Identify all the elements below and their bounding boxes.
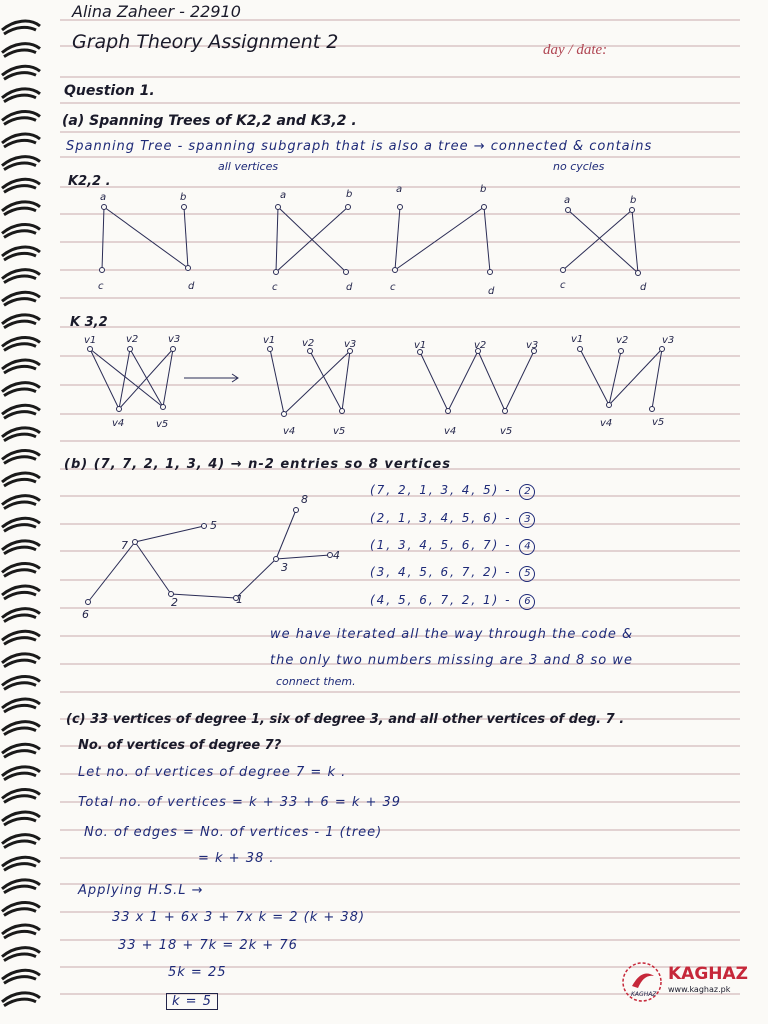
tree-node-1: 1 (236, 593, 243, 606)
k32-g0-v3: v3 (168, 334, 181, 345)
edges-line: No. of edges = No. of vertices - 1 (tree) (84, 825, 383, 840)
definition-note-all-vertices: all vertices (218, 160, 279, 173)
k22-t3-d: d (488, 286, 495, 297)
definition-note-no-cycles: no cycles (553, 160, 605, 173)
prufer-sequence: (7, 2, 1, 3, 4, 5) - (370, 483, 512, 497)
k22-t2-b: b (346, 189, 353, 200)
k32-t1-v2: v2 (302, 338, 315, 349)
k32-t3-v2: v2 (616, 335, 629, 346)
tree-node-6: 6 (82, 608, 89, 621)
equation-line-3: 5k = 25 (168, 965, 227, 980)
k22-t1-b: b (180, 192, 187, 203)
k22-t4-c: c (560, 280, 566, 291)
k22-t4-a: a (564, 195, 571, 206)
removed-leaf-circled: 5 (519, 566, 535, 582)
brand-name: KAGHAZ (668, 964, 748, 984)
k32-t2-v3: v3 (526, 340, 539, 351)
seal-text: KAGHAZ (631, 991, 657, 998)
k32-g0-v4: v4 (112, 418, 125, 429)
tree-node-5: 5 (210, 519, 217, 532)
spanning-tree-definition: Spanning Tree - spanning subgraph that is also a tree → connected & contains (66, 139, 653, 154)
edges-result-line: = k + 38 . (198, 851, 275, 866)
tree-node-8: 8 (301, 493, 308, 506)
part-b-heading: (b) (7, 7, 2, 1, 3, 4) → n-2 entries so 8 vertices (64, 457, 451, 472)
tree-node-2: 2 (171, 596, 178, 609)
prufer-sequence: (1, 3, 4, 5, 6, 7) - (370, 538, 512, 552)
removed-leaf-circled: 4 (519, 539, 535, 555)
k22-t2-c: c (272, 282, 278, 293)
assignment-title: Graph Theory Assignment 2 (72, 31, 339, 53)
brand-url: www.kaghaz.pk (668, 985, 731, 994)
k32-t3-v5: v5 (652, 417, 665, 428)
k22-t1-a: a (100, 192, 107, 203)
tree-node-3: 3 (281, 561, 288, 574)
k32-t2-v4: v4 (444, 426, 457, 437)
k22-t4-d: d (640, 282, 647, 293)
answer-box: k = 5 (166, 993, 218, 1010)
part-c-question: No. of vertices of degree 7? (78, 738, 282, 753)
conclusion-line-3: connect them. (276, 675, 356, 688)
k32-t2-v2: v2 (474, 340, 487, 351)
kaghaz-logo (618, 958, 768, 1008)
k32-t3-v1: v1 (571, 334, 584, 345)
removed-leaf-circled: 2 (519, 484, 535, 500)
equation-line-1: 33 x 1 + 6x 3 + 7x k = 2 (k + 38) (112, 910, 366, 925)
tree-node-4: 4 (333, 549, 340, 562)
prufer-sequence: (2, 1, 3, 4, 5, 6) - (370, 511, 512, 525)
date-label: day / date: (543, 42, 608, 58)
k32-t1-v5: v5 (333, 426, 346, 437)
student-name: Alina Zaheer - 22910 (72, 2, 241, 21)
k22-t1-d: d (188, 281, 195, 292)
tree-node-7: 7 (121, 539, 128, 552)
k32-g0-v5: v5 (156, 419, 169, 430)
k32-t2-v5: v5 (500, 426, 513, 437)
question-label: Question 1. (64, 83, 155, 99)
hsl-line: Applying H.S.L → (78, 883, 204, 898)
k22-t2-d: d (346, 282, 353, 293)
k32-g0-v2: v2 (126, 334, 139, 345)
k22-t1-c: c (98, 281, 104, 292)
k32-t2-v1: v1 (414, 340, 427, 351)
k32-t1-v1: v1 (263, 335, 276, 346)
let-k-line: Let no. of vertices of degree 7 = k . (78, 765, 347, 780)
k22-t3-b: b (480, 184, 487, 195)
k32-t1-v4: v4 (283, 426, 296, 437)
k22-t3-a: a (396, 184, 403, 195)
prufer-sequence: (4, 5, 6, 7, 2, 1) - (370, 593, 512, 607)
part-a-heading: (a) Spanning Trees of K2,2 and K3,2 . (62, 113, 357, 129)
conclusion-line-1: we have iterated all the way through the code & (270, 627, 634, 642)
k22-t3-c: c (390, 282, 396, 293)
k32-t1-v3: v3 (344, 339, 357, 350)
removed-leaf-circled: 6 (519, 594, 535, 610)
kaghaz-seal-icon (618, 958, 670, 1008)
prufer-sequence: (3, 4, 5, 6, 7, 2) - (370, 565, 512, 579)
equation-line-2: 33 + 18 + 7k = 2k + 76 (118, 938, 298, 953)
part-c-heading: (c) 33 vertices of degree 1, six of degree 3, and all other vertices of deg. 7 . (66, 712, 625, 727)
k32-t3-v4: v4 (600, 418, 613, 429)
k22-label: K2,2 . (68, 174, 111, 189)
conclusion-line-2: the only two numbers missing are 3 and 8 so we (270, 653, 633, 668)
removed-leaf-circled: 3 (519, 512, 535, 528)
k22-t4-b: b (630, 195, 637, 206)
total-vertices-line: Total no. of vertices = k + 33 + 6 = k + 39 (78, 795, 402, 810)
k22-t2-a: a (280, 190, 287, 201)
k32-label: K 3,2 (70, 315, 108, 330)
k32-g0-v1: v1 (84, 335, 97, 346)
k32-t3-v3: v3 (662, 335, 675, 346)
